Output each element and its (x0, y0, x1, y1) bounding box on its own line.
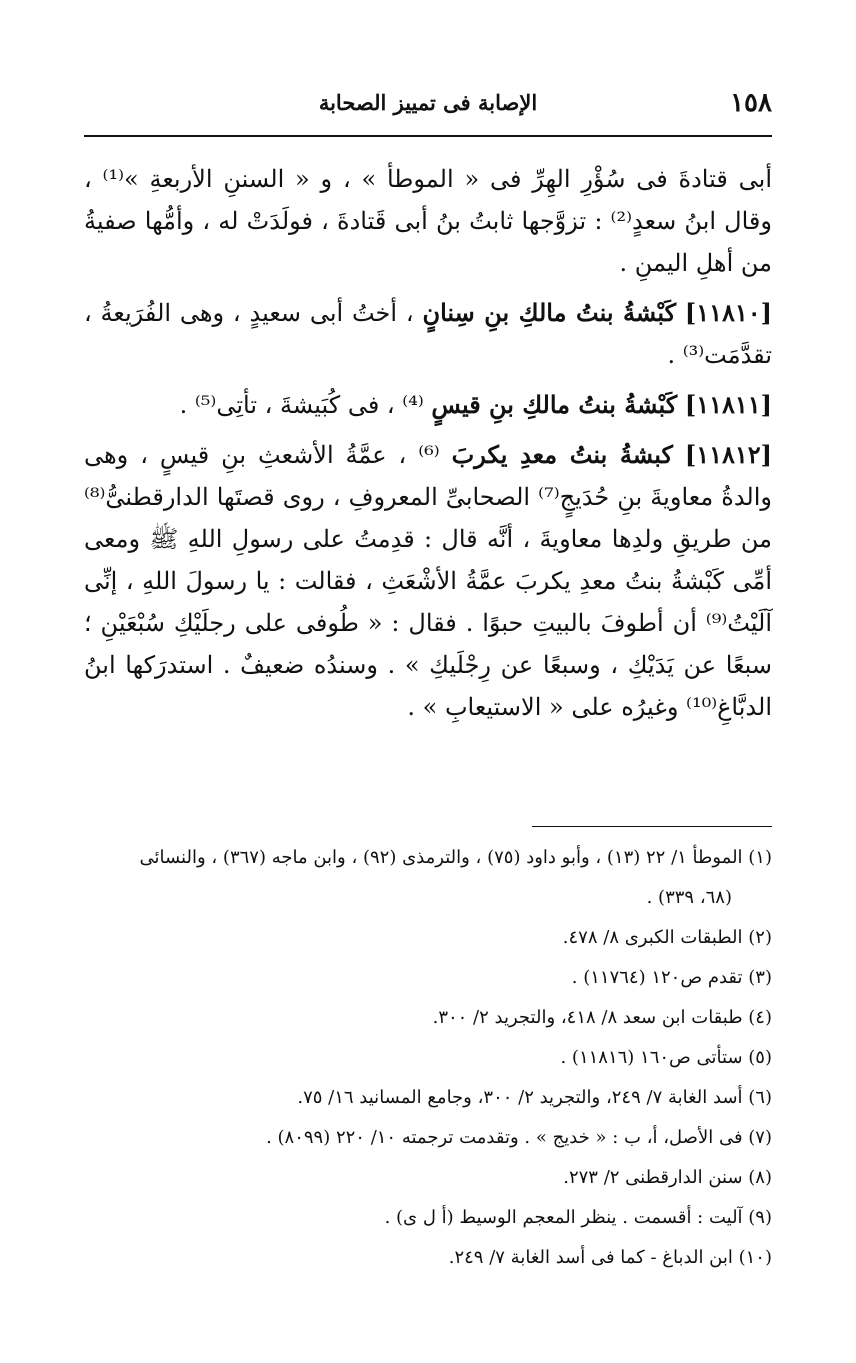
entry-11812 (84, 434, 772, 728)
footnote-7: (٧) فى الأصل، أ، ب : « خديج » . وتقدمت ترجمته ١٠/ ٢٢٠ (٨٠٩٩) . (266, 1127, 772, 1148)
footnotes (84, 838, 772, 1278)
running-title: الإصابة فى تمييز الصحابة (318, 90, 538, 115)
footnote-9: (٩) آليت : أقسمت . ينظر المعجم الوسيط (أ ل ى) . (384, 1207, 772, 1228)
footnote-1-continued: (٦٨، ٣٣٩) . (646, 887, 732, 908)
entry-11810 (84, 292, 772, 376)
footnote-8: (٨) سنن الدارقطنى ٢/ ٢٧٣. (563, 1167, 772, 1188)
entry-name: كَبْشةُ بنتُ مالكِ بنِ سِنانٍ (422, 298, 676, 327)
footnote-4: (٤) طبقات ابن سعد ٨/ ٤١٨، والتجريد ٢/ ٣٠٠. (432, 1007, 772, 1028)
entry-text: ⁽⁴⁾ ، فى كُبَيشةَ ، تأتِى⁽⁵⁾ . (179, 391, 424, 419)
entry-11811 (84, 384, 772, 426)
footnote-10: (١٠) ابن الدباغ - كما فى أسد الغابة ٧/ ٢٤٩. (448, 1247, 772, 1268)
footnote-6: (٦) أسد الغابة ٧/ ٢٤٩، والتجريد ٢/ ٣٠٠، وجامع المسانيد ١٦/ ٧٥. (297, 1087, 772, 1108)
footnote-2: (٢) الطبقات الكبرى ٨/ ٤٧٨. (562, 927, 772, 948)
main-text (84, 158, 772, 728)
entry-name: كَبْشةُ بنتُ مالكِ بنِ قيسٍ (431, 390, 678, 419)
entry-number: [١١٨١٢] (684, 440, 772, 469)
paragraph-continuation: أبى قتادةَ فى سُؤْرِ الهِرِّ فى « الموطأ » ، و « السننِ الأربعةِ »⁽¹⁾ ، وقال ابنُ سعدٍ⁽²⁾ : تزوَّجها ثابتُ بنُ أبى قَتادةَ ، فولَدَتْ له ، وأمُّها صفيةُ من أهلِ اليمنِ . (84, 165, 772, 277)
page-number: ١٥٨ (730, 88, 772, 118)
entry-text: ، أختُ أبى سعيدٍ ، وهى الفُرَيعةُ ، تقدَّمَت⁽³⁾ . (84, 299, 772, 369)
footnote-1: (١) الموطأ ١/ ٢٢ (١٣) ، وأبو داود (٧٥) ، والترمذى (٩٢) ، وابن ماجه (٣٦٧) ، والنسائى (139, 847, 772, 868)
footnote-5: (٥) ستأتى ص١٦٠ (١١٨١٦) . (560, 1047, 772, 1068)
entry-number: [١١٨١١] (684, 390, 772, 419)
entry-number: [١١٨١٠] (684, 298, 772, 327)
header-rule (84, 135, 772, 137)
footnote-rule (532, 826, 772, 827)
footnote-3: (٣) تقدم ص١٢٠ (١١٧٦٤) . (571, 967, 772, 988)
page-header (84, 84, 772, 124)
entry-text: ⁽⁶⁾ ، عمَّةُ الأشعثِ بنِ قيسٍ ، وهى والدةُ معاويةَ بنِ حُدَيجٍ⁽⁷⁾ الصحابىِّ المعروفِ ، روى قصتَها الدارقطنىُّ⁽⁸⁾ من طريقِ ولدِها معاويةَ ، أنَّه قال : قدِمتُ على رسولِ اللهِ ﷺ ومعى أمِّى كَبْشةُ بنتُ معدِ يكربَ عمَّةُ الأشْعَثِ ، فقالت : يا رسولَ اللهِ ، إنِّى آلَيْتُ⁽⁹⁾ أن أطوفَ بالبيتِ حبوًا . فقال : « طُوفى على رجلَيْكِ سُبْعَيْنِ ؛ سبعًا عن يَدَيْكِ ، وسبعًا عن رِجْلَيكِ » . وسندُه ضعيفٌ . استدرَكها ابنُ الدبَّاغِ⁽¹⁰⁾ وغيرُه على « الاستيعابِ » . (84, 441, 773, 721)
entry-name: كبشةُ بنتُ معدِ يكربَ (451, 440, 673, 469)
